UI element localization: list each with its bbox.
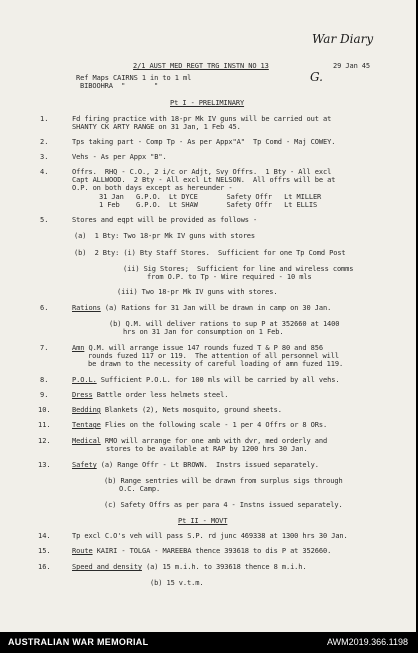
para-text: (b) Q.M. will deliver rations to sup P at 352660 at 1400 xyxy=(109,320,340,328)
para-text: (a) 1 Bty: Two 18-pr Mk IV guns with stores xyxy=(74,232,256,240)
para-line xyxy=(72,376,339,384)
para-text: Battle order less helmets steel. xyxy=(92,391,229,399)
handwritten-war-diary: War Diary xyxy=(312,32,374,46)
para-text: (ii) Sig Stores; Sufficient for line and wireless comms xyxy=(123,265,354,273)
para-heading: Route xyxy=(72,547,93,555)
para-text: stores to be available at RAP by 1200 hrs 30 Jan. xyxy=(106,445,308,453)
para-number: 2. xyxy=(40,138,49,146)
para-text: Blankets (2), Nets mosquito, ground sheets. xyxy=(100,406,282,414)
para-number: 4. xyxy=(40,168,49,176)
handwritten-mark: G. xyxy=(310,70,323,84)
para-line xyxy=(72,547,331,555)
para-text: Vehs - As per Appx "B". xyxy=(72,153,167,161)
para-heading: Medical xyxy=(72,437,101,445)
document-date: 29 Jan 45 xyxy=(333,62,371,70)
para-number: 11. xyxy=(38,421,51,429)
para-text: from O.P. to Tp - Wire required - 10 mls xyxy=(147,273,312,281)
para-text: Sufficient P.O.L. for 100 mls will be carried by all vehs. xyxy=(96,376,340,384)
footer-accession-number: AWM2019.366.1198 xyxy=(326,637,408,647)
para-number: 3. xyxy=(40,153,49,161)
para-heading: Tentage xyxy=(72,421,101,429)
para-text: Offrs. RHQ - C.O., 2 i/c or Adjt, Svy Offrs. 1 Bty - All excl xyxy=(72,168,332,176)
para-line xyxy=(72,563,307,571)
para-line xyxy=(72,406,282,414)
para-number: 9. xyxy=(40,391,49,399)
ref-maps: Ref Maps CAIRNS 1 in to 1 ml xyxy=(76,74,192,82)
para-text: (b) Range sentries will be drawn from surplus sigs through xyxy=(104,477,343,485)
para-text: (a) Range Offr - Lt BROWN. Instrs issued separately. xyxy=(96,461,319,469)
part1-title: Pt I - PRELIMINARY xyxy=(170,99,245,107)
para-heading: Bedding xyxy=(72,406,101,414)
para-line xyxy=(72,437,327,445)
para-heading: Amn xyxy=(72,344,85,352)
para-text: Tps taking part - Comp Tp - As per Appx"A" Tp Comd - Maj COWEY. xyxy=(72,138,336,146)
para-number: 13. xyxy=(38,461,51,469)
para-number: 6. xyxy=(40,304,49,312)
para-heading: P.O.L. xyxy=(72,376,97,384)
para-text: O.C. Camp. xyxy=(119,485,161,493)
para-text: Flies on the following scale - 1 per 4 Offrs or 8 ORs. xyxy=(100,421,328,429)
para-text: SHANTY CK ARTY RANGE on 31 Jan, 1 Feb 45. xyxy=(72,123,241,131)
para-line xyxy=(72,391,228,399)
document-title: 2/1 AUST MED REGT TRG INSTN NO 13 xyxy=(133,62,269,70)
para-text: Tp excl C.O's veh will pass S.P. rd junc 469338 at 1300 hrs 30 Jan. xyxy=(72,532,348,540)
para-heading: Speed and density xyxy=(72,563,142,571)
para-text: (b) 2 Bty: (i) Bty Staff Stores. Sufficient for one Tp Comd Post xyxy=(74,249,346,257)
para-text: RMO will arrange for one amb with dvr, med orderly and xyxy=(100,437,328,445)
para-text: 31 Jan G.P.O. Lt DYCE Safety Offr Lt MILLER xyxy=(99,193,322,201)
para-heading: Rations xyxy=(72,304,101,312)
para-number: 10. xyxy=(38,406,51,414)
para-text: Capt ALLWOOD. 2 Bty - All excl Lt NELSON. All offrs will be at xyxy=(72,176,336,184)
para-number: 16. xyxy=(38,563,51,571)
para-text: Stores and eqpt will be provided as follows - xyxy=(72,216,258,224)
para-line xyxy=(72,304,331,312)
para-heading: Dress xyxy=(72,391,93,399)
ref-maps-2: BIBOOHRA " " xyxy=(80,82,159,90)
para-number: 8. xyxy=(40,376,49,384)
para-text: hrs on 31 Jan for consumption on 1 Feb. xyxy=(123,328,284,336)
para-number: 14. xyxy=(38,532,51,540)
para-text: (a) Rations for 31 Jan will be drawn in camp on 30 Jan. xyxy=(100,304,332,312)
para-text: (c) Safety Offrs as per para 4 - Instns issued separately. xyxy=(104,501,343,509)
para-text: KAIRI - TOLGA - MAREEBA thence 393618 to dis P at 352660. xyxy=(92,547,332,555)
para-number: 7. xyxy=(40,344,49,352)
para-line xyxy=(72,421,327,429)
para-text: (b) 15 v.t.m. xyxy=(150,579,204,587)
para-text: (iii) Two 18-pr Mk IV guns with stores. xyxy=(117,288,278,296)
para-heading: Safety xyxy=(72,461,97,469)
para-line xyxy=(72,344,323,352)
footer-bar xyxy=(0,632,418,653)
para-number: 12. xyxy=(38,437,51,445)
para-text: rounds fuzed 117 or 119. The attention of all personnel will xyxy=(88,352,339,360)
para-text: Q.M. will arrange issue 147 rounds fuzed T & P 80 and 856 xyxy=(84,344,323,352)
para-text: 1 Feb G.P.O. Lt SHAW Safety Offr Lt ELLIS xyxy=(99,201,318,209)
para-number: 1. xyxy=(40,115,49,123)
para-text: O.P. on both days except as hereunder - xyxy=(72,184,233,192)
footer-institution: AUSTRALIAN WAR MEMORIAL xyxy=(8,637,149,647)
para-text: be drawn to the necessity of careful loading of amn fuzed 119. xyxy=(88,360,344,368)
para-text: Fd firing practice with 18-pr Mk IV guns will be carried out at xyxy=(72,115,332,123)
para-number: 5. xyxy=(40,216,49,224)
para-line xyxy=(72,461,319,469)
para-text: (a) 15 m.i.h. to 393618 thence 8 m.i.h. xyxy=(141,563,307,571)
para-number: 15. xyxy=(38,547,51,555)
part2-title: Pt II - MOVT xyxy=(178,517,228,525)
